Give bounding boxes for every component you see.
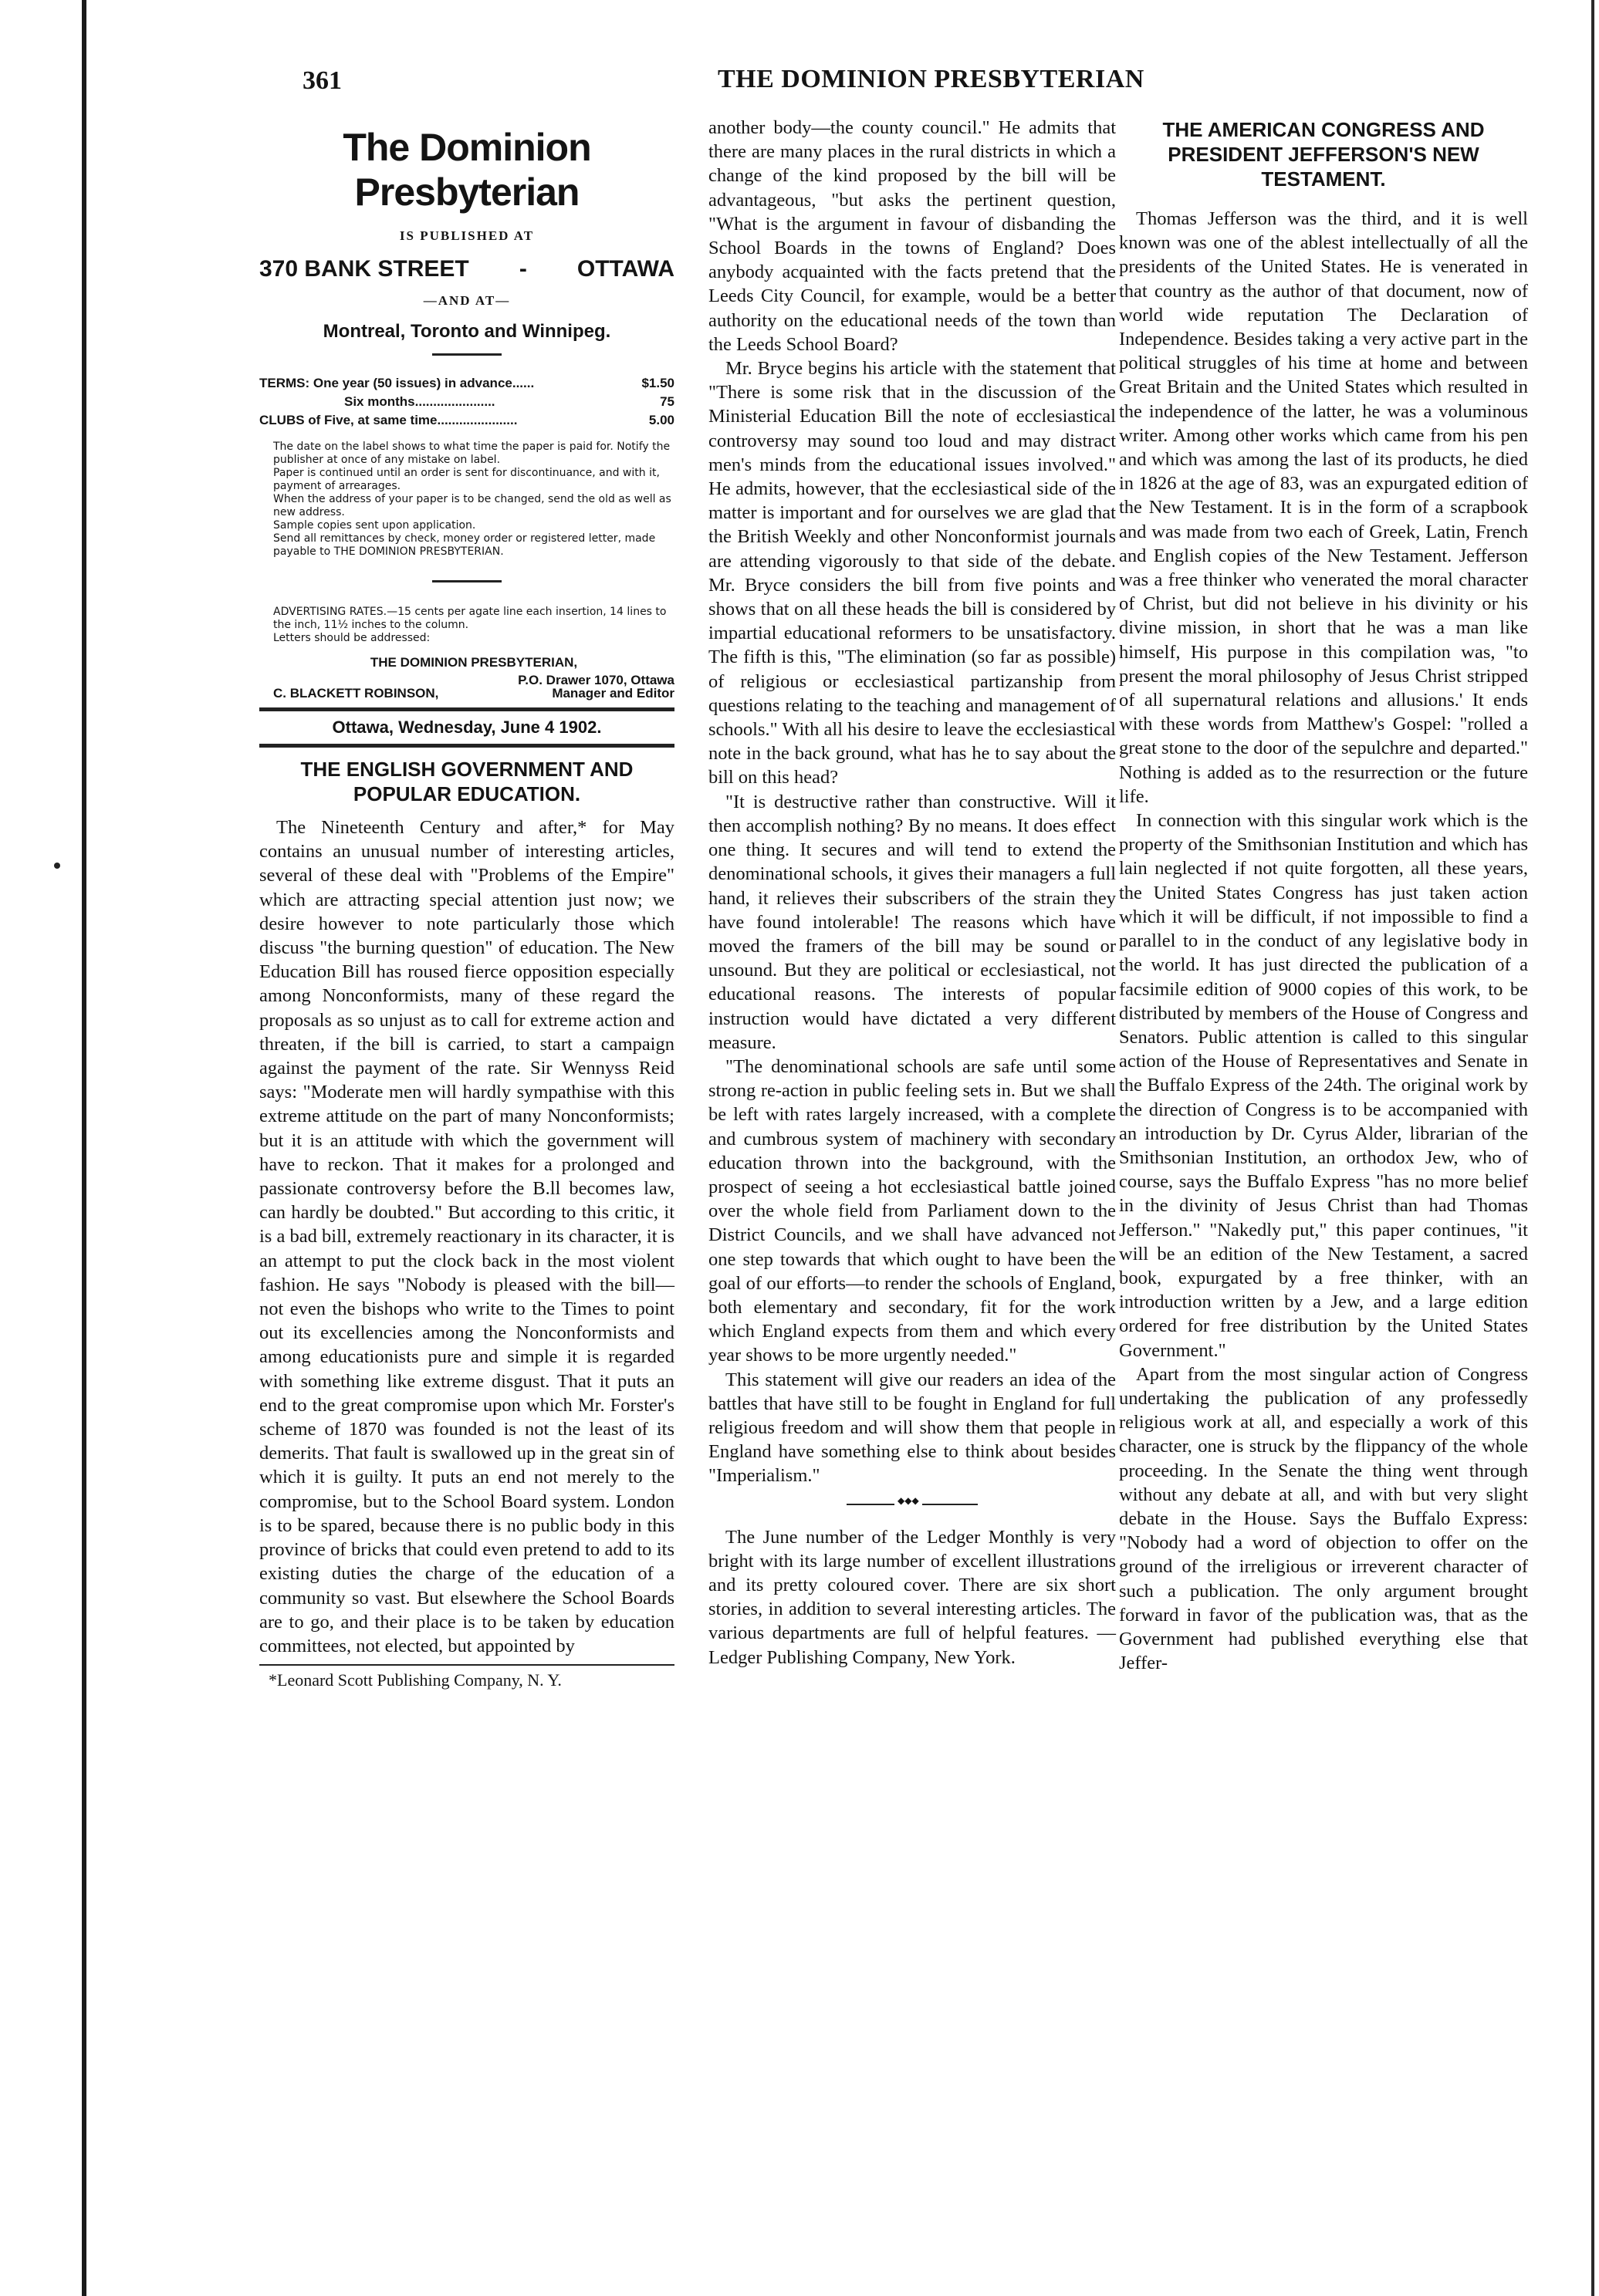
article-headline: THE ENGLISH GOVERNMENT AND POPULAR EDUCATION.	[300, 758, 634, 805]
city: OTTAWA	[576, 256, 674, 282]
subscription-terms	[259, 374, 674, 430]
subscription-notices	[273, 441, 674, 559]
masthead-title: The Dominion Presbyterian	[343, 126, 591, 214]
addressee: THE DOMINION PRESBYTERIAN,	[370, 655, 578, 670]
column-2	[708, 116, 1116, 1670]
article-headline: THE AMERICAN CONGRESS AND PRESIDENT JEFFERSON'S NEW TESTAMENT.	[1162, 118, 1485, 191]
terms-line-1: TERMS: One year (50 issues) in advance......	[259, 376, 535, 390]
running-head: THE DOMINION PRESBYTERIAN	[718, 65, 1144, 93]
ornament-divider	[847, 1504, 978, 1505]
notice: Send all remittances by check, money order or registered letter, made payable to THE DOMINION PRESBYTERIAN.	[273, 532, 656, 558]
divider	[432, 353, 502, 356]
paragraph: Apart from the most singular action of Congress undertaking the publication of any professedly religious work at all, and especially a work of this character, one is struck by the flippancy of the whole proceeding. In the Senate the thing went through without any debate at all, and with but very slight debate in the House. Says the Buffalo Express: "Nobody had a word of objection to offer on the ground of the irreligious or irreverent character of such a publication. The only argument brought forward in favor of the publication was, that as the Government had published everything else that Jeffer-	[1119, 1363, 1528, 1674]
paragraph: In connection with this singular work which is the property of the Smithsonian Institution and which has lain neglected if not quite forgotten, all these years, the United States Congress has just taken action which it will be difficult, if not impossible to find a parallel to in the conduct of any legislative body in the world. It has just directed the publication of a facsimile edition of 9000 copies of this work, to be distributed by members of the House of Congress and Senators. Public attention is called to this singular action of the House of Representatives and Senate in the Buffalo Express of the 24th. The original work by the direction of Congress is to be accompanied with an introduction by Dr. Cyrus Alder, librarian of the Smithsonian Institution, an orthodox Jew, who of course, says the Buffalo Express "has no more belief in the divinity of Jesus Christ than had Thomas Jefferson." "Nakedly put," this paper continues, "it will be an edition of the New Testament, a sacred book, expurgated by a free thinker, with an introduction written by a Jew, and a large edition ordered for free distribution by the United States Government."	[1119, 810, 1528, 1361]
paragraph: Thomas Jefferson was the third, and it is well known was one of the ablest intellectually of all the presidents of the United States. He is venerated in that country as the author of that document, now of world wide reputation The Declaration of Independence. Besides taking a very active part in the political struggles of his time at home and between Great Britain and the United States which resulted in the independence of the latter, he was a voluminous writer. Among other works which came from his pen and which was among the last of its products, he died in 1826 at the age of 83, was an expurgated edition of the New Testament. It is in the form of a scrapbook and was made from two each of Greek, Latin, French and English copies of the New Testament. Jefferson was a free thinker who venerated the moral character of Christ, but did not believe in his divinity or his divine mission, in short that he was a man like himself, His purpose in this compilation was, "to present the moral philosophy of Jesus Christ stripped of all supernatural relations and allusions.' It ends with these words from Matthew's Gospel: "rolled a great stone to the door of the sepulchre and departed." Nothing is added as to the resurrection or the future life.	[1119, 208, 1528, 807]
terms-line-3: CLUBS of Five, at same time......................	[259, 413, 518, 427]
terms-line-2: Six months......................	[344, 394, 495, 409]
margin-speck	[54, 863, 60, 869]
notice: Paper is continued until an order is sent for discontinuance, and with it, payment of arrearages.	[273, 467, 660, 492]
paragraph: The June number of the Ledger Monthly is very bright with its large number of excellent illustrations and its pretty coloured cover. There are six short stories, in addition to several interesting articles. The various departments are full of helpful features. —Ledger Publishing Company, New York.	[708, 1526, 1116, 1668]
terms-price-3: 5.00	[648, 413, 674, 427]
terms-price-2: 75	[660, 394, 674, 409]
notice: Sample copies sent upon application.	[273, 519, 476, 532]
page-number: 361	[303, 66, 342, 95]
paragraph: The Nineteenth Century and after,* for May contains an unusual number of interesting articles, several of these deal with "Problems of the Empire" which are attracting special attention just now; we desire however to note particularly those which discuss "the burning question" of education. The New Education Bill has roused fierce opposition especially among Nonconformists, many of these regard the proposals as so unjust as to call for extreme action and threaten, if the bill is carried, to start a campaign against the payment of the rate. Sir Wennyss Reid says: "Moderate men will hardly sympathise with this extreme attitude on the part of many Nonconformists; but it is an attitude with which the government will have to reckon. That it makes for a prolonged and passionate controversy before the B.ll becomes law, can hardly be doubted." But according to this critic, it is a bad bill, extremely reactionary in its character, it is an attempt to put the clock back in the most violent fashion. He says "Nobody is pleased with the bill—not even the bishops who write to the Times to point out its excellencies among the Nonconformists and among educationists pure and simple it is regarded with something like extreme disgust. That it puts an end to the great compromise upon which Mr. Forster's scheme of 1870 was founded is not the least of its demerits. That fault is swallowed up in the great sin of which it is guilty. It puts an end not merely to the compromise, but to the School Board system. London is to be spared, because there is no public body in this province of bricks that could even pretend to add to its existing duties the charge of the education of a community so vast. But elsewhere the School Boards are to go, and their place is to be taken by education committees, not elected, but appointed by	[259, 817, 674, 1656]
masthead-address	[259, 256, 674, 282]
article-body	[1119, 207, 1528, 1675]
and-at: —AND AT—	[423, 293, 511, 308]
rates-text: ADVERTISING RATES.—15 cents per agate line each insertion, 14 lines to the inch, 11½ inches to the column.	[273, 606, 667, 631]
address-dash: -	[519, 256, 527, 282]
advertising-rates	[273, 606, 674, 700]
letters-text: Letters should be addressed:	[273, 632, 431, 644]
terms-price-1: $1.50	[641, 376, 674, 390]
divider	[432, 580, 502, 582]
footnote: *Leonard Scott Publishing Company, N. Y.	[259, 1664, 674, 1690]
editor-line	[273, 687, 674, 700]
column-3	[1119, 116, 1528, 1675]
scan-edge-left	[82, 0, 86, 2296]
column-1	[259, 116, 674, 1690]
article-body	[259, 815, 674, 1658]
po-box: P.O. Drawer 1070, Ottawa	[518, 673, 674, 687]
paragraph: "It is destructive rather than constructive. Will it then accomplish nothing? By no means. It does effect one thing. It secures and will tend to extend the denominational schools, it gives their managers a full hand, it relieves their subscribers of the strain they have found intolerable! The reasons which have moved the framers of the bill may be sound or unsound. But they are political or ecclesiastical, not educational reasons. The interests of popular instruction would have dictated a very different measure.	[708, 791, 1116, 1053]
notice: When the address of your paper is to be changed, send the old as well as new address.	[273, 493, 671, 518]
article-body-continued	[708, 116, 1116, 1488]
dateline: Ottawa, Wednesday, June 4 1902.	[259, 707, 674, 748]
notice: The date on the label shows to what time the paper is paid for. Notify the publisher at once of any mistake on label.	[273, 441, 671, 466]
editor-title: Manager and Editor	[552, 686, 674, 701]
paragraph: Mr. Bryce begins his article with the statement that "There is some risk that in the discussion of the Ministerial Education Bill the note of ecclesiastical controversy may sound too loud and may distract men's minds from the educational issues involved." He admits, however, that the ecclesiastical side of the matter is important and for ourselves we are glad that the British Weekly and other Nonconformist journals are attending vigorously to that side of the debate. Mr. Bryce considers the bill from five points and shows that on all these heads the bill is considered by impartial educational reformers to be unsatisfactory. The fifth is this, "The elimination (so far as possible) of religious or ecclesiastical partizanship from questions relating to the teaching and management of schools." With all his desire to leave the ecclesiastical note in the back ground, what has he to say about the bill on this head?	[708, 358, 1116, 788]
scan-edge-right	[1591, 0, 1594, 2296]
ledger-note	[708, 1525, 1116, 1670]
published-at: IS PUBLISHED AT	[399, 228, 535, 243]
paragraph: another body—the county council." He admits that there are many places in the rural districts in which a change of the kind proposed by the bill will be advantageous, "but asks the pertinent question, "What is the argument in favour of disbanding the School Boards in the towns of England? Does anybody acquainted with the facts pretend that the Leeds City Council, for example, would be a better authority on the educational needs of the town than the Leeds School Board?	[708, 117, 1116, 355]
paragraph: This statement will give our readers an idea of the battles that have still to be fought in England for full religious freedom and will show them that people in England have something else to think about besides "Imperialism."	[708, 1369, 1116, 1487]
street: 370 BANK STREET	[259, 256, 469, 282]
editor-name: C. BLACKETT ROBINSON,	[273, 686, 439, 701]
paragraph: "The denominational schools are safe until some strong re-action in public feeling sets in. But we shall be left with rates largely increased, with a complete and cumbrous system of machinery with secondary education thrown into the background, with the prospect of seeing a hot ecclesiastical battle joined over the whole field from Parliament down to the District Councils, and we shall have advanced not one step towards that which ought to have been the goal of our efforts—to render the schools of England, both elementary and secondary, fit for the work which England expects from them and which every year shows to be more urgently needed."	[708, 1055, 1116, 1366]
branch-cities: Montreal, Toronto and Winnipeg.	[323, 321, 611, 342]
